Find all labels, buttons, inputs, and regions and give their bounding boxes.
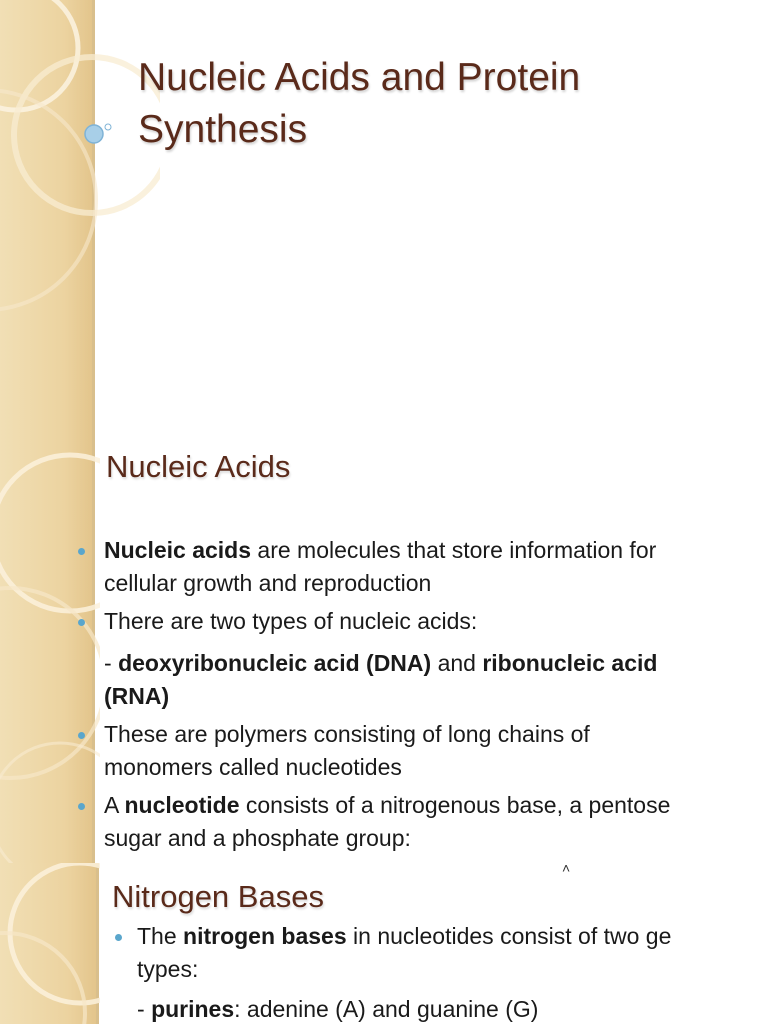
list-item: A nucleotide consists of a nitrogenous base, a pentose sugar and a phosphate group: bbox=[104, 792, 671, 851]
nucleic-acids-slide bbox=[0, 433, 768, 863]
sub-item: - deoxyribonucleic acid (DNA) and ribonucleic acid (RNA) bbox=[104, 650, 658, 709]
slide-heading: Nucleic Acids bbox=[106, 449, 291, 484]
decorative-side-band bbox=[0, 0, 92, 433]
title-line-1: Nucleic Acids and Protein bbox=[138, 56, 581, 99]
slide-heading: Nitrogen Bases bbox=[112, 879, 324, 914]
bold-term: purines bbox=[151, 996, 235, 1022]
title-line-2: Synthesis bbox=[138, 108, 308, 151]
list-item: There are two types of nucleic acids: bbox=[104, 608, 478, 634]
bullet-dot bbox=[78, 732, 85, 739]
list-item: The nitrogen bases in nucleotides consist of two ge types: bbox=[137, 923, 672, 982]
band-edge-line bbox=[96, 863, 99, 1024]
list-item: These are polymers consisting of long chains of monomers called nucleotides bbox=[104, 721, 590, 780]
band-edge-line bbox=[92, 0, 95, 433]
bullet-dot bbox=[78, 803, 85, 810]
nitrogen-bases-slide bbox=[0, 863, 768, 1024]
title-slide bbox=[0, 0, 768, 433]
bullet-dot bbox=[78, 619, 85, 626]
decorative-side-band bbox=[0, 863, 96, 1024]
bold-term: deoxyribonucleic acid (DNA) bbox=[118, 650, 432, 676]
bold-term: nucleotide bbox=[124, 792, 240, 818]
stray-mark: ˄ bbox=[562, 863, 571, 876]
decorative-side-band bbox=[0, 433, 92, 863]
bold-term: Nucleic acids bbox=[104, 537, 252, 563]
slide-title bbox=[138, 52, 580, 156]
bullet-dot bbox=[115, 934, 122, 941]
list-item: Nucleic acids are molecules that store information for cellular growth and reproduction bbox=[104, 537, 657, 596]
band-edge-line bbox=[92, 433, 95, 863]
bold-term: nitrogen bases bbox=[183, 923, 347, 949]
sub-item: - purines: adenine (A) and guanine (G) bbox=[137, 996, 539, 1022]
bold-term: ribonucleic acid bbox=[482, 650, 658, 676]
bullet-dot bbox=[78, 548, 85, 555]
